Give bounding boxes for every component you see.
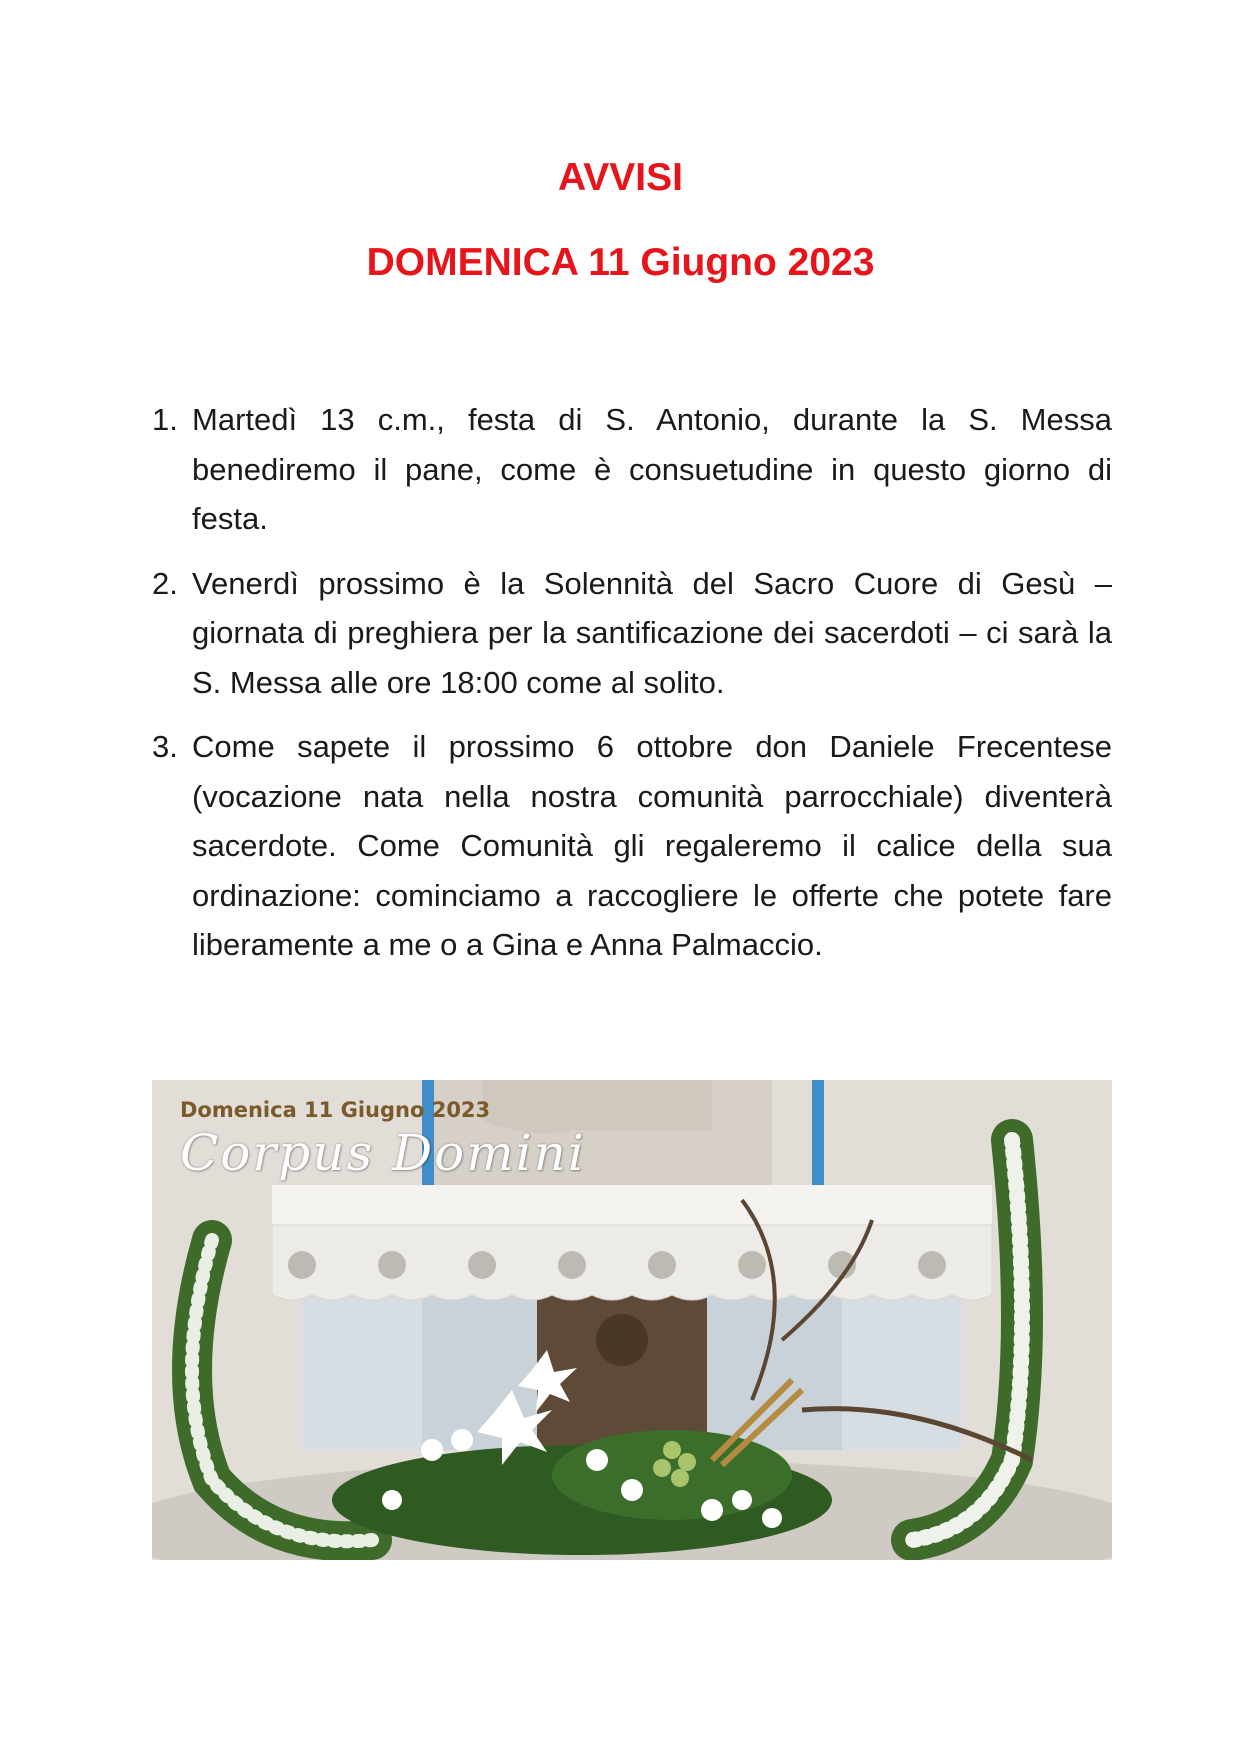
- notice-number: 2.: [152, 565, 178, 601]
- page-subtitle-date: DOMENICA 11 Giugno 2023: [366, 241, 875, 284]
- notice-item: [152, 395, 1112, 544]
- page-title: AVVISI: [558, 156, 683, 199]
- notice-item: [152, 559, 1112, 708]
- notice-text: Come sapete il prossimo 6 ottobre don Daniele Frecentese (vocazione nata nella nostra comunità parrocchiale) diventerà sacerdote. Come Comunità gli regaleremo il calice della sua ordinazione: cominciamo a raccogliere le offerte che potete fare liberamente a me o a Gina e Anna Palmaccio.: [192, 729, 1112, 962]
- notice-number: 3.: [152, 729, 178, 764]
- photo-script-caption: Corpus Domini: [180, 1124, 586, 1182]
- notices-list: [152, 395, 1112, 985]
- photo-date-caption: Domenica 11 Giugno 2023: [180, 1098, 491, 1122]
- notice-item: [152, 722, 1112, 970]
- notice-text: Venerdì prossimo è la Solennità del Sacro Cuore di Gesù – giornata di preghiera per la santificazione dei sacerdoti – ci sarà la S. Messa alle ore 18:00 come al solito.: [192, 565, 1112, 700]
- altar-photo: [152, 1080, 1112, 1560]
- notice-number: 1.: [152, 402, 178, 437]
- notice-text: Martedì 13 c.m., festa di S. Antonio, durante la S. Messa benediremo il pane, come è consuetudine in questo giorno di festa.: [192, 402, 1112, 536]
